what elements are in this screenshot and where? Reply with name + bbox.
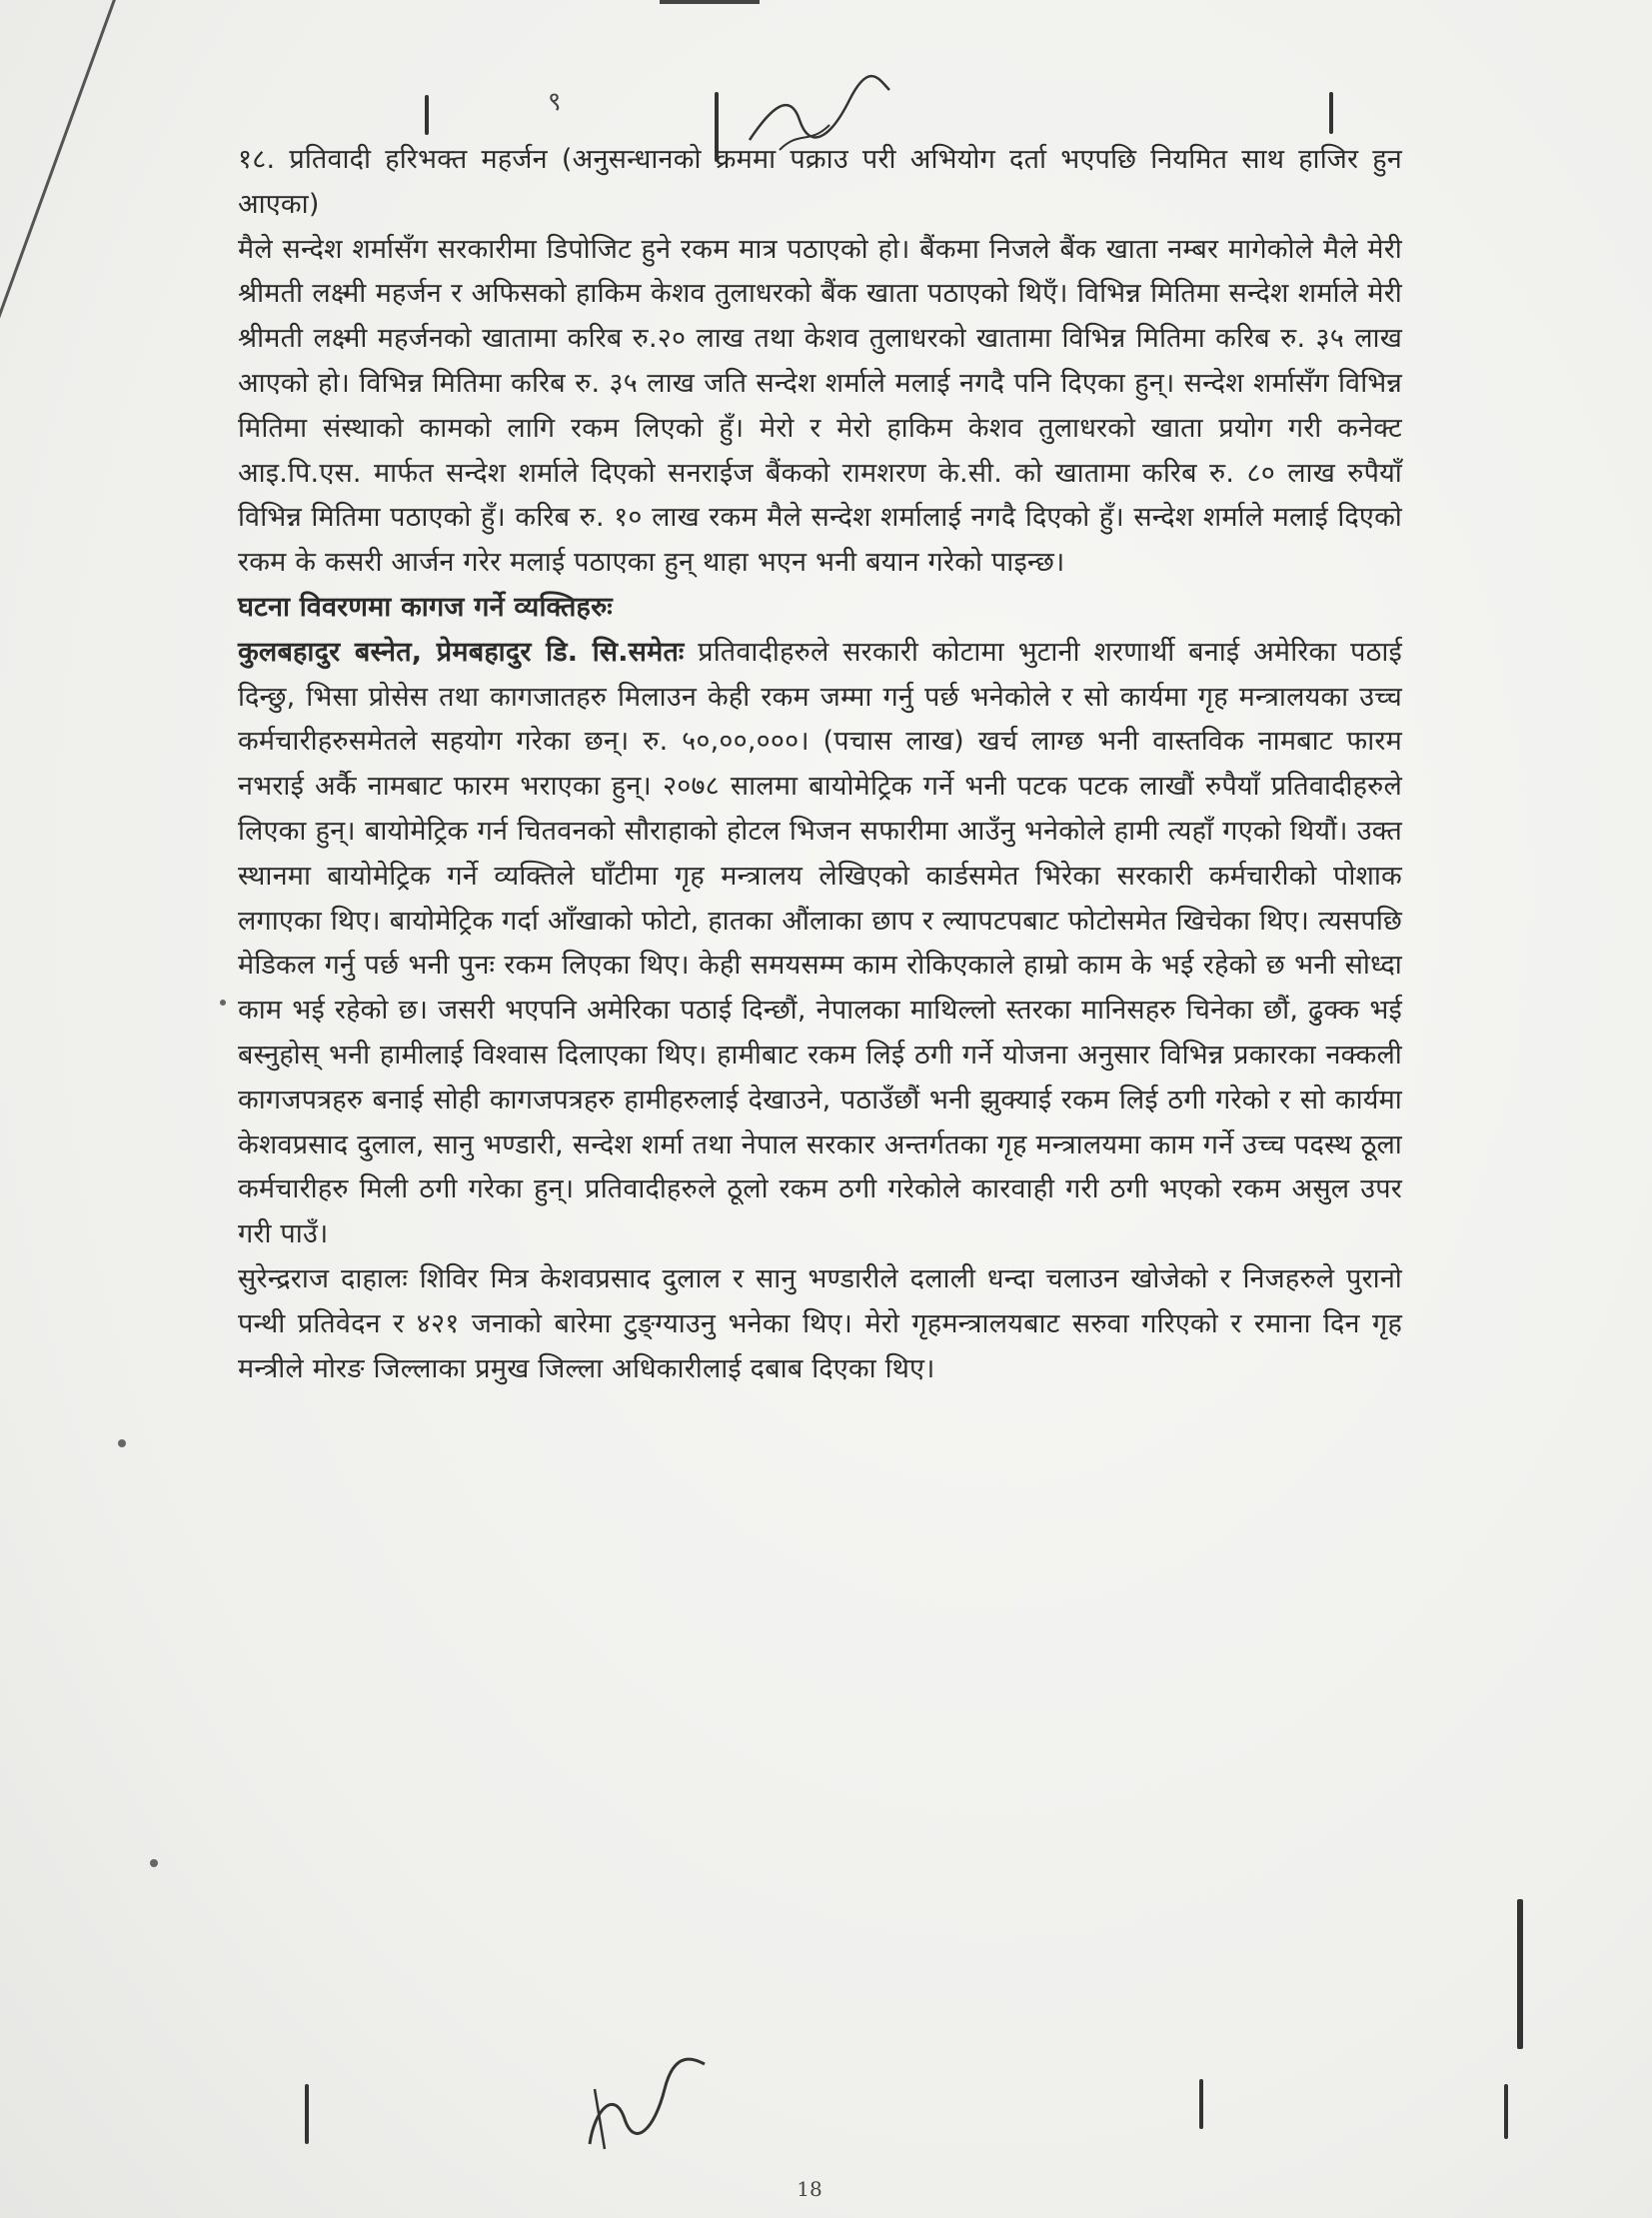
paragraph-witness-statement: कुलबहादुर बस्नेत, प्रेमबहादुर डि. सि.समेतः प्रतिवादीहरुले सरकारी कोटामा भुटानी शरणार्थी बनाई अमेरिका पठाई दिन्छु, भिसा प्रोसेस तथा कागजातहरु मिलाउन केही रकम जम्मा गर्नु पर्छ भनेकोले र सो कार्यमा गृह मन्त्रालयका उच्च कर्मचारीहरुसमेतले सहयोग गरेका छन्। रु. ५०,००,०००। (पचास लाख) खर्च लाग्छ भनी वास्तविक नामबाट फारम नभराई अर्कै नामबाट फारम भराएका हुन्। २०७८ सालमा बायोमेट्रिक गर्ने भनी पटक पटक लाखौं रुपैयाँ प्रतिवादीहरुले लिएका हुन्। बायोमेट्रिक गर्न चितवनको सौराहाको होटल भिजन सफारीमा आउँनु भनेकोले हामी त्यहाँ गएको थियौं। उक्त स्थानमा बायोमेट्रिक गर्ने व्यक्तिले घाँटीमा गृह मन्त्रालय लेखिएको कार्डसमेत भिरेका सरकारी कर्मचारीको पोशाक लगाएका थिए। बायोमेट्रिक गर्दा आँखाको फोटो, हातका औंलाका छाप र ल्यापटपबाट फोटोसमेत खिचेका थिए। त्यसपछि मेडिकल गर्नु पर्छ भनी पुनः रकम लिएका थिए। केही समयसम्म काम रोकिएकाले हाम्रो काम के भई रहेको छ भनी सोध्दा काम भई रहेको छ। जसरी भएपनि अमेरिका पठाई दिन्छौं, नेपालका माथिल्लो स्तरका मानिसहरु चिनेका छौं, ढुक्क भई बस्नुहोस् भनी हामीलाई विश्वास दिलाएका थिए। हामीबाट रकम लिई ठगी गर्ने योजना अनुसार विभिन्न प्रकारका नक्कली कागजपत्रहरु बनाई सोही कागजपत्रहरु हामीहरुलाई देखाउने, पठाउँछौं भनी झुक्याई रकम लिई ठगी गरेको र सो कार्यमा केशवप्रसाद दुलाल, सानु भण्डारी, सन्देश शर्मा तथा नेपाल सरकार अन्तर्गतका गृह मन्त्रालयमा काम गर्ने उच्च पदस्थ ठूला कर्मचारीहरु मिली ठगी गरेका हुन्। प्रतिवादीहरुले ठूलो रकम ठगी गरेकोले कारवाही गरी ठगी भएको रकम असुल उपर गरी पाउँ। bbox=[238, 636, 1403, 1250]
margin-tick bbox=[1199, 2079, 1203, 2129]
margin-tick bbox=[1517, 1899, 1523, 2049]
page-header-mark: ९ bbox=[548, 87, 562, 117]
margin-tick bbox=[425, 95, 429, 135]
paragraph-second-witness: सुरेन्द्रराज दाहालः शिविर मित्र केशवप्रसाद दुलाल र सानु भण्डारीले दलाली धन्दा चलाउन खोजेको र निजहरुले पुरानो पन्थी प्रतिवेदन र ४२१ जनाको बारेमा टुङ्ग्याउनु भनेका थिए। मेरो गृहमन्त्रालयबाट सरुवा गरिएको र रमाना दिन गृह मन्त्रीले मोरङ जिल्लाका प्रमुख जिल्ला अधिकारीलाई दबाब दिएका थिए। bbox=[238, 1262, 1402, 1384]
paragraph-defendant-statement-intro: १८. प्रतिवादी हरिभक्त महर्जन (अनुसन्धानको क्रममा पक्राउ परी अभियोग दर्ता भएपछि नियमित साथ हाजिर हुन आएका) bbox=[238, 144, 1402, 220]
margin-speck bbox=[118, 1439, 126, 1447]
document-body bbox=[238, 138, 1402, 1391]
section-heading-witnesses: घटना विवरणमा कागज गर्ने व्यक्तिहरुः bbox=[238, 591, 613, 623]
page-number: 18 bbox=[797, 2177, 823, 2201]
signature-bottom bbox=[575, 2049, 715, 2159]
margin-tick bbox=[1504, 2084, 1508, 2139]
top-rule bbox=[660, 0, 760, 4]
paragraph-defendant-statement: मैले सन्देश शर्मासँग सरकारीमा डिपोजिट हुने रकम मात्र पठाएको हो। बैंकमा निजले बैंक खाता नम्बर मागेकोले मैले मेरी श्रीमती लक्ष्मी महर्जन र अफिसको हाकिम केशव तुलाधरको बैंक खाता पठाएको थिएँ। विभिन्न मितिमा सन्देश शर्माले मेरी श्रीमती लक्ष्मी महर्जनको खातामा करिब रु.२० लाख तथा केशव तुलाधरको खातामा विभिन्न मितिमा करिब रु. ३५ लाख आएको हो। विभिन्न मितिमा करिब रु. ३५ लाख जति सन्देश शर्माले मलाई नगदै पनि दिएका हुन्। सन्देश शर्मासँग विभिन्न मितिमा संस्थाको कामको लागि रकम लिएको हुँ। मेरो र मेरो हाकिम केशव तुलाधरको खाता प्रयोग गरी कनेक्ट आइ.पि.एस. मार्फत सन्देश शर्माले दिएको सनराईज बैंकको रामशरण के.सी. को खातामा करिब रु. ८० लाख रुपैयाँ विभिन्न मितिमा पठाएको हुँ। करिब रु. १० लाख रकम मैले सन्देश शर्मालाई नगदै दिएको हुँ। सन्देश शर्माले मलाई दिएको रकम के कसरी आर्जन गरेर मलाई पठाएका हुन् थाहा भएन भनी बयान गरेको पाइन्छ। bbox=[238, 233, 1402, 579]
margin-speck bbox=[220, 1000, 226, 1006]
margin-speck bbox=[150, 1859, 158, 1867]
margin-tick bbox=[1329, 92, 1333, 134]
fold-line bbox=[0, 0, 123, 338]
margin-tick bbox=[305, 2084, 309, 2144]
